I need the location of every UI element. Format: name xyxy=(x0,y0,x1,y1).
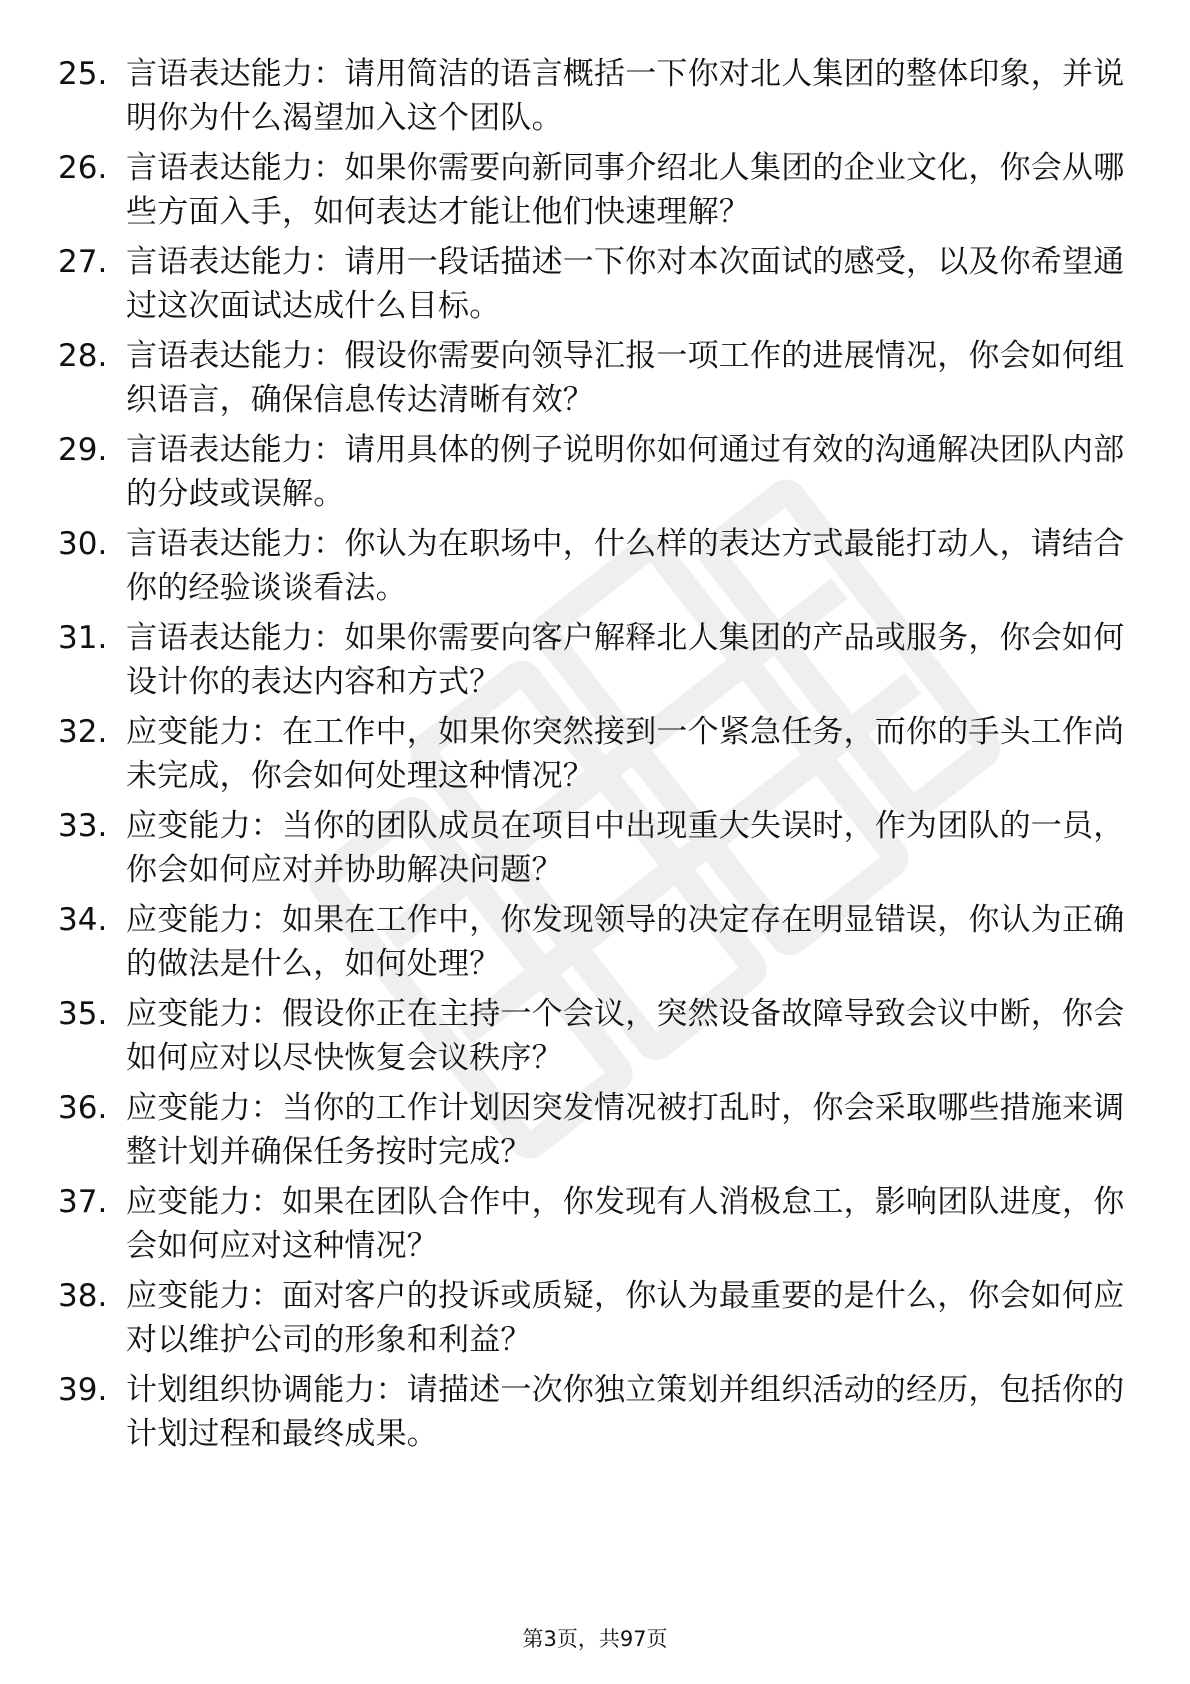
question-item xyxy=(58,1086,1128,1180)
question-item xyxy=(58,992,1128,1086)
question-list xyxy=(58,52,1128,1462)
question-item xyxy=(58,616,1128,710)
question-item xyxy=(58,1368,1128,1462)
question-text: 言语表达能力：请用具体的例子说明你如何通过有效的沟通解决团队内部的分歧或误解。 xyxy=(126,432,1125,512)
question-item xyxy=(58,428,1128,522)
question-text: 应变能力：如果在团队合作中，你发现有人消极怠工，影响团队进度，你会如何应对这种情况？ xyxy=(126,1184,1125,1264)
question-text: 应变能力：假设你正在主持一个会议，突然设备故障导致会议中断，你会如何应对以尽快恢复会议秩序？ xyxy=(126,996,1125,1076)
question-item xyxy=(58,1180,1128,1274)
question-number: 31. xyxy=(58,620,108,656)
question-item xyxy=(58,804,1128,898)
question-number: 37. xyxy=(58,1184,108,1220)
question-number: 32. xyxy=(58,714,108,750)
question-number: 35. xyxy=(58,996,108,1032)
question-item xyxy=(58,1274,1128,1368)
question-text: 言语表达能力：请用简洁的语言概括一下你对北人集团的整体印象，并说明你为什么渴望加入这个团队。 xyxy=(126,56,1125,136)
question-text: 言语表达能力：如果你需要向客户解释北人集团的产品或服务，你会如何设计你的表达内容和方式？ xyxy=(126,620,1125,700)
question-number: 26. xyxy=(58,150,108,186)
question-text: 言语表达能力：你认为在职场中，什么样的表达方式最能打动人，请结合你的经验谈谈看法。 xyxy=(126,526,1125,606)
question-number: 27. xyxy=(58,244,108,280)
question-item xyxy=(58,522,1128,616)
question-text: 应变能力：如果在工作中，你发现领导的决定存在明显错误，你认为正确的做法是什么，如何处理？ xyxy=(126,902,1125,982)
question-item xyxy=(58,146,1128,240)
question-number: 29. xyxy=(58,432,108,468)
question-number: 38. xyxy=(58,1278,108,1314)
page-number-label: 第3页，共97页 xyxy=(522,1627,668,1651)
question-number: 28. xyxy=(58,338,108,374)
question-text: 言语表达能力：请用一段话描述一下你对本次面试的感受，以及你希望通过这次面试达成什么目标。 xyxy=(126,244,1125,324)
question-item xyxy=(58,898,1128,992)
question-item xyxy=(58,334,1128,428)
question-text: 计划组织协调能力：请描述一次你独立策划并组织活动的经历，包括你的计划过程和最终成果。 xyxy=(126,1372,1125,1452)
question-number: 30. xyxy=(58,526,108,562)
question-text: 应变能力：当你的团队成员在项目中出现重大失误时，作为团队的一员，你会如何应对并协助解决问题？ xyxy=(126,808,1125,888)
question-text: 应变能力：当你的工作计划因突发情况被打乱时，你会采取哪些措施来调整计划并确保任务按时完成？ xyxy=(126,1090,1125,1170)
question-item xyxy=(58,52,1128,146)
question-text: 应变能力：在工作中，如果你突然接到一个紧急任务，而你的手头工作尚未完成，你会如何处理这种情况？ xyxy=(126,714,1125,794)
question-text: 应变能力：面对客户的投诉或质疑，你认为最重要的是什么，你会如何应对以维护公司的形象和利益？ xyxy=(126,1278,1125,1358)
question-number: 33. xyxy=(58,808,108,844)
question-text: 言语表达能力：假设你需要向领导汇报一项工作的进展情况，你会如何组织语言，确保信息传达清晰有效？ xyxy=(126,338,1125,418)
question-number: 36. xyxy=(58,1090,108,1126)
page-footer xyxy=(0,1624,1190,1654)
question-item xyxy=(58,710,1128,804)
question-text: 言语表达能力：如果你需要向新同事介绍北人集团的企业文化，你会从哪些方面入手，如何表达才能让他们快速理解？ xyxy=(126,150,1125,230)
question-number: 25. xyxy=(58,56,108,92)
question-number: 39. xyxy=(58,1372,108,1408)
question-number: 34. xyxy=(58,902,108,938)
question-item xyxy=(58,240,1128,334)
